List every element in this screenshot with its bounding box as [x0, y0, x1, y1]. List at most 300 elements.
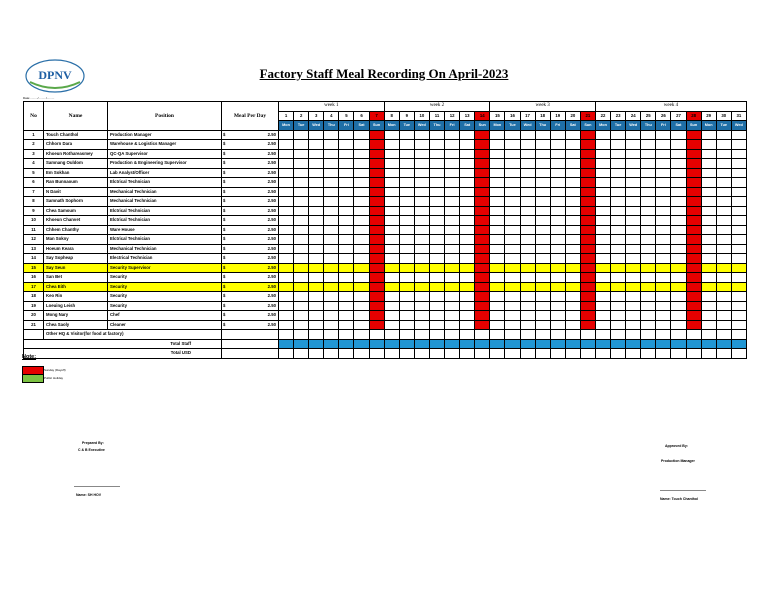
meal-cell [565, 178, 580, 188]
sunday-cell [686, 178, 701, 188]
staff-name: Hoeum Keara [44, 244, 108, 254]
col-header-position: Position [108, 102, 222, 131]
meal-cell [445, 320, 460, 330]
meal-cell [309, 197, 324, 207]
row-number: 19 [24, 301, 44, 311]
sunday-cell [580, 206, 595, 216]
meal-cell [716, 311, 731, 321]
meal-cell [505, 168, 520, 178]
meal-cell [641, 159, 656, 169]
sunday-cell [686, 149, 701, 159]
meal-cell [716, 178, 731, 188]
currency-symbol: $ [223, 169, 226, 175]
meal-cell [565, 206, 580, 216]
meal-cell [565, 263, 580, 273]
meal-cell [354, 206, 369, 216]
meal-cell [565, 235, 580, 245]
meal-per-day [222, 244, 279, 254]
sunday-cell [580, 149, 595, 159]
meal-cell [460, 311, 475, 321]
meal-cell [701, 168, 716, 178]
table-row [24, 197, 747, 207]
meal-cell [354, 235, 369, 245]
table-row [24, 311, 747, 321]
row-number: 15 [24, 263, 44, 273]
meal-cell [505, 187, 520, 197]
meal-cell [611, 197, 626, 207]
visitor-cell [475, 330, 490, 340]
sunday-cell [369, 235, 384, 245]
day-number: 12 [445, 111, 460, 121]
staff-name: Khoeun Chanvet [44, 216, 108, 226]
meal-cell [339, 206, 354, 216]
meal-cell [505, 159, 520, 169]
meal-cell [611, 244, 626, 254]
day-number: 15 [490, 111, 505, 121]
meal-per-day [222, 263, 279, 273]
meal-cell [641, 282, 656, 292]
meal-cell [429, 320, 444, 330]
meal-cell [399, 320, 414, 330]
meal-cell [414, 311, 429, 321]
meal-cell [565, 197, 580, 207]
currency-symbol: $ [223, 255, 226, 261]
meal-cell [399, 225, 414, 235]
meal-cell [731, 263, 746, 273]
meal-cell [445, 282, 460, 292]
meal-per-day [222, 273, 279, 283]
meal-cell [399, 206, 414, 216]
meal-cell [445, 168, 460, 178]
meal-cell [309, 320, 324, 330]
meal-cell [535, 225, 550, 235]
sunday-cell [686, 320, 701, 330]
meal-per-day [222, 140, 279, 150]
meal-cell [671, 140, 686, 150]
total-usd-cell [309, 349, 324, 359]
total-staff-cell [505, 339, 520, 349]
meal-cell [309, 311, 324, 321]
meal-cell [309, 140, 324, 150]
meal-cell [520, 206, 535, 216]
total-usd-cell [611, 349, 626, 359]
meal-cell [520, 273, 535, 283]
day-name: Tue [399, 121, 414, 131]
meal-cell [399, 244, 414, 254]
currency-symbol: $ [223, 198, 226, 204]
total-usd-cell [626, 349, 641, 359]
meal-cell [445, 159, 460, 169]
meal-value: 2.50 [267, 169, 276, 175]
visitor-cell [716, 330, 731, 340]
meal-cell [354, 168, 369, 178]
day-name: Thu [429, 121, 444, 131]
meal-cell [656, 311, 671, 321]
meal-cell [656, 292, 671, 302]
meal-cell [384, 320, 399, 330]
meal-cell [716, 292, 731, 302]
meal-cell [701, 149, 716, 159]
total-usd-cell [414, 349, 429, 359]
meal-value: 2.50 [267, 293, 276, 299]
meal-cell [611, 263, 626, 273]
meal-cell [656, 301, 671, 311]
meal-cell [731, 149, 746, 159]
meal-cell [339, 292, 354, 302]
sunday-cell [686, 282, 701, 292]
currency-symbol: $ [223, 293, 226, 299]
meal-cell [279, 263, 294, 273]
visitor-cell [445, 330, 460, 340]
sunday-cell [475, 130, 490, 140]
approved-by-role: Production Manager [661, 459, 695, 463]
total-staff-empty [222, 339, 279, 349]
sunday-cell [369, 130, 384, 140]
meal-cell [701, 244, 716, 254]
staff-position: Elctrical Technician [108, 206, 222, 216]
visitor-cell [309, 330, 324, 340]
meal-cell [565, 301, 580, 311]
total-staff-cell [580, 339, 595, 349]
staff-name: Em Sokhan [44, 168, 108, 178]
total-usd-cell [716, 349, 731, 359]
meal-per-day [222, 254, 279, 264]
meal-cell [505, 263, 520, 273]
sunday-cell [580, 311, 595, 321]
meal-cell [445, 216, 460, 226]
day-name: Tue [505, 121, 520, 131]
meal-cell [535, 282, 550, 292]
staff-position: Elctrical Technician [108, 235, 222, 245]
meal-cell [309, 263, 324, 273]
visitor-cell [535, 330, 550, 340]
meal-cell [460, 244, 475, 254]
legend-swatch-holiday [22, 374, 44, 383]
meal-cell [505, 149, 520, 159]
meal-cell [429, 292, 444, 302]
staff-name: Chhem Chanthy [44, 225, 108, 235]
meal-cell [595, 130, 610, 140]
visitor-cell [686, 330, 701, 340]
meal-cell [716, 168, 731, 178]
meal-per-day [222, 206, 279, 216]
sunday-cell [686, 159, 701, 169]
meal-per-day [222, 311, 279, 321]
day-name: Wed [309, 121, 324, 131]
meal-cell [641, 235, 656, 245]
total-staff-cell [414, 339, 429, 349]
meal-cell [550, 140, 565, 150]
meal-cell [354, 254, 369, 264]
meal-per-day-empty [222, 330, 279, 340]
total-staff-cell [716, 339, 731, 349]
total-usd-cell [490, 349, 505, 359]
day-name: Mon [384, 121, 399, 131]
meal-cell [595, 197, 610, 207]
meal-cell [535, 130, 550, 140]
day-number: 27 [671, 111, 686, 121]
day-name: Fri [339, 121, 354, 131]
meal-cell [294, 244, 309, 254]
staff-name: Say Seun [44, 263, 108, 273]
meal-cell [550, 301, 565, 311]
meal-cell [595, 235, 610, 245]
staff-name: Chea Samoum [44, 206, 108, 216]
day-number: 10 [414, 111, 429, 121]
sunday-cell [369, 159, 384, 169]
meal-cell [565, 273, 580, 283]
meal-cell [460, 273, 475, 283]
total-staff-cell [354, 339, 369, 349]
meal-cell [611, 159, 626, 169]
meal-cell [505, 235, 520, 245]
meal-cell [656, 197, 671, 207]
meal-cell [490, 225, 505, 235]
meal-cell [354, 282, 369, 292]
meal-cell [399, 216, 414, 226]
row-number: 9 [24, 206, 44, 216]
total-usd-cell [641, 349, 656, 359]
sunday-cell [369, 197, 384, 207]
meal-cell [611, 273, 626, 283]
staff-name: Keo Rin [44, 292, 108, 302]
meal-cell [429, 187, 444, 197]
meal-cell [701, 292, 716, 302]
meal-cell [656, 320, 671, 330]
sunday-cell [475, 244, 490, 254]
meal-cell [626, 301, 641, 311]
meal-cell [309, 178, 324, 188]
meal-cell [490, 149, 505, 159]
total-staff-cell [294, 339, 309, 349]
meal-cell [535, 140, 550, 150]
meal-cell [701, 206, 716, 216]
meal-cell [460, 187, 475, 197]
meal-cell [520, 168, 535, 178]
meal-cell [716, 159, 731, 169]
sunday-cell [369, 282, 384, 292]
meal-cell [611, 320, 626, 330]
meal-cell [354, 311, 369, 321]
meal-cell [641, 292, 656, 302]
meal-cell [414, 140, 429, 150]
sunday-cell [475, 254, 490, 264]
sunday-cell [369, 149, 384, 159]
meal-per-day [222, 216, 279, 226]
day-number: 29 [701, 111, 716, 121]
meal-per-day [222, 159, 279, 169]
meal-cell [520, 244, 535, 254]
meal-cell [641, 168, 656, 178]
meal-cell [309, 301, 324, 311]
meal-cell [279, 168, 294, 178]
meal-cell [429, 197, 444, 207]
meal-cell [671, 130, 686, 140]
meal-cell [384, 225, 399, 235]
meal-cell [701, 159, 716, 169]
meal-cell [294, 159, 309, 169]
currency-symbol: $ [223, 302, 226, 308]
meal-cell [339, 235, 354, 245]
meal-cell [324, 178, 339, 188]
meal-cell [505, 178, 520, 188]
total-staff-label: Total Staff [24, 339, 222, 349]
staff-name: Chea Saoly [44, 320, 108, 330]
sunday-cell [580, 197, 595, 207]
meal-cell [656, 263, 671, 273]
meal-cell [550, 282, 565, 292]
meal-cell [460, 168, 475, 178]
sunday-cell [369, 140, 384, 150]
visitor-cell [384, 330, 399, 340]
meal-cell [354, 149, 369, 159]
meal-cell [520, 130, 535, 140]
meal-cell [384, 235, 399, 245]
meal-cell [399, 311, 414, 321]
staff-position: Security Supervisor [108, 263, 222, 273]
total-staff-cell [565, 339, 580, 349]
sunday-cell [686, 311, 701, 321]
meal-cell [550, 244, 565, 254]
meal-cell [505, 197, 520, 207]
day-number: 7 [369, 111, 384, 121]
day-number: 25 [641, 111, 656, 121]
meal-cell [550, 130, 565, 140]
meal-cell [671, 235, 686, 245]
meal-cell [701, 140, 716, 150]
meal-cell [294, 282, 309, 292]
total-usd-empty [222, 349, 279, 359]
meal-cell [641, 130, 656, 140]
sunday-cell [369, 206, 384, 216]
meal-cell [671, 282, 686, 292]
meal-cell [505, 206, 520, 216]
day-number: 3 [309, 111, 324, 121]
total-usd-cell [686, 349, 701, 359]
meal-cell [520, 187, 535, 197]
meal-cell [324, 235, 339, 245]
meal-cell [520, 263, 535, 273]
meal-cell [445, 235, 460, 245]
meal-cell [399, 273, 414, 283]
sunday-cell [686, 130, 701, 140]
row-number: 4 [24, 159, 44, 169]
meal-cell [716, 254, 731, 264]
meal-cell [339, 168, 354, 178]
meal-per-day [222, 130, 279, 140]
row-number: 8 [24, 197, 44, 207]
meal-cell [460, 235, 475, 245]
meal-cell [490, 254, 505, 264]
meal-cell [339, 244, 354, 254]
total-staff-cell [595, 339, 610, 349]
sunday-cell [475, 311, 490, 321]
meal-cell [701, 254, 716, 264]
day-number: 22 [595, 111, 610, 121]
meal-cell [399, 187, 414, 197]
meal-cell [339, 178, 354, 188]
day-name: Sat [460, 121, 475, 131]
meal-cell [641, 140, 656, 150]
meal-cell [354, 216, 369, 226]
meal-cell [399, 282, 414, 292]
meal-cell [626, 320, 641, 330]
meal-cell [460, 197, 475, 207]
meal-cell [505, 320, 520, 330]
meal-cell [399, 149, 414, 159]
meal-cell [716, 130, 731, 140]
sunday-cell [475, 301, 490, 311]
meal-cell [460, 292, 475, 302]
meal-value: 2.50 [267, 141, 276, 147]
day-name: Mon [279, 121, 294, 131]
currency-symbol: $ [223, 131, 226, 137]
meal-cell [716, 235, 731, 245]
week-header: week 4 [595, 102, 746, 112]
meal-cell [309, 282, 324, 292]
meal-cell [641, 178, 656, 188]
staff-position: Lab Analyst/Officer [108, 168, 222, 178]
week-header: week 1 [279, 102, 385, 112]
meal-per-day [222, 235, 279, 245]
meal-cell [309, 149, 324, 159]
sunday-cell [369, 311, 384, 321]
meal-cell [490, 197, 505, 207]
meal-cell [656, 273, 671, 283]
total-staff-cell [611, 339, 626, 349]
meal-cell [490, 301, 505, 311]
meal-value: 2.50 [267, 255, 276, 261]
sunday-cell [475, 187, 490, 197]
meal-cell [339, 273, 354, 283]
meal-cell [399, 168, 414, 178]
meal-cell [354, 159, 369, 169]
sunday-cell [369, 320, 384, 330]
meal-cell [731, 320, 746, 330]
total-usd-cell [565, 349, 580, 359]
meal-cell [294, 292, 309, 302]
day-number: 19 [550, 111, 565, 121]
meal-cell [626, 254, 641, 264]
visitor-cell [626, 330, 641, 340]
day-number: 11 [429, 111, 444, 121]
meal-cell [429, 282, 444, 292]
meal-cell [490, 140, 505, 150]
logo-text: DPNV [38, 68, 72, 82]
meal-cell [414, 235, 429, 245]
visitor-cell [324, 330, 339, 340]
legend-label-holiday: Public Holiday [44, 376, 64, 380]
staff-position: Mechanical Technician [108, 244, 222, 254]
meal-cell [716, 301, 731, 311]
meal-cell [324, 273, 339, 283]
meal-cell [324, 311, 339, 321]
total-usd-cell [294, 349, 309, 359]
meal-cell [490, 244, 505, 254]
total-usd-cell [595, 349, 610, 359]
meal-per-day [222, 149, 279, 159]
row-number: 13 [24, 244, 44, 254]
meal-cell [414, 292, 429, 302]
meal-cell [611, 130, 626, 140]
meal-cell [731, 301, 746, 311]
meal-cell [550, 292, 565, 302]
staff-name: Samnang Ouldom [44, 159, 108, 169]
meal-cell [701, 320, 716, 330]
meal-cell [279, 178, 294, 188]
meal-cell [324, 225, 339, 235]
meal-cell [324, 206, 339, 216]
